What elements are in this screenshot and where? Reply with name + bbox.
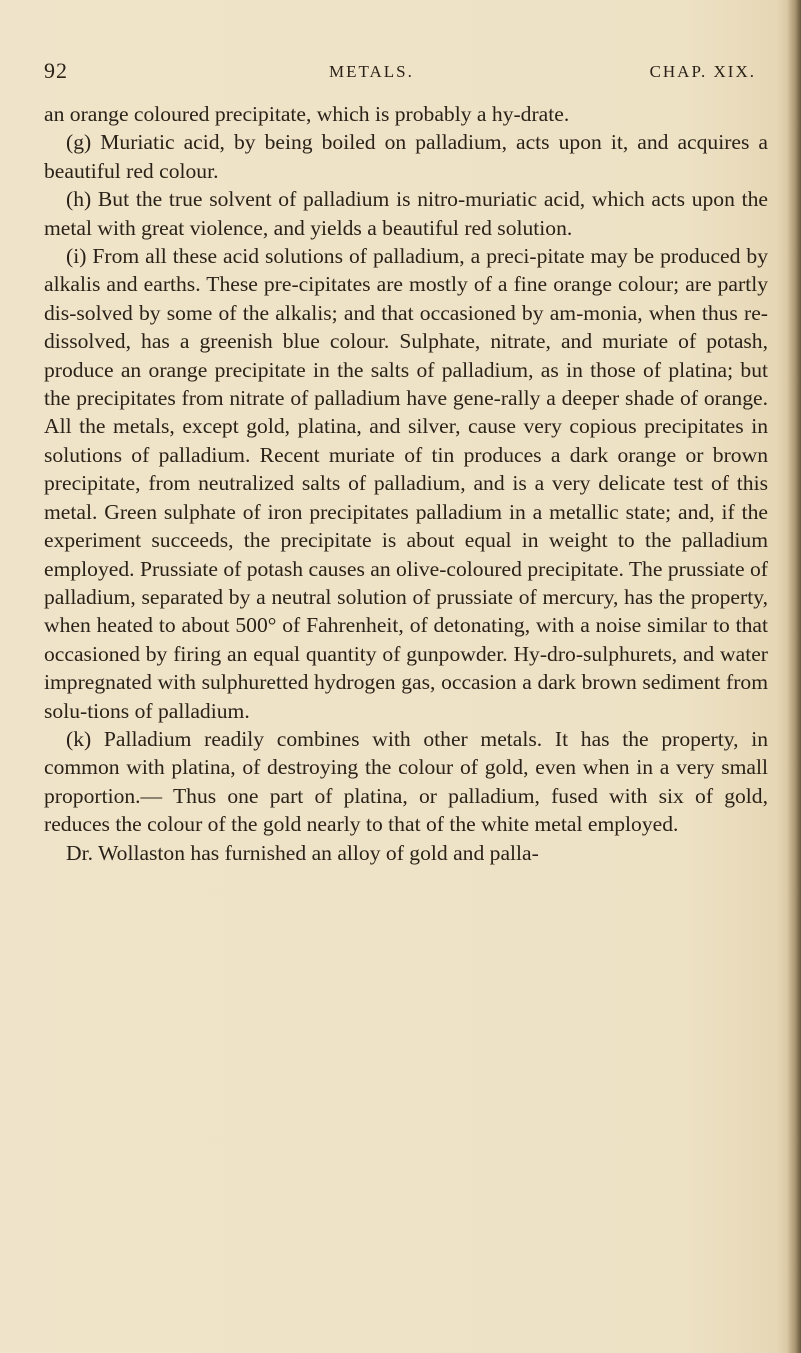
page-edge-shadow [787,0,801,1353]
page-header [44,58,764,88]
running-title: METALS. [329,62,414,81]
page-number: 92 [44,58,68,83]
paragraph-continuation: an orange coloured precipitate, which is probably a hy-drate. [44,102,570,126]
paragraph-g: (g) Muriatic acid, by being boiled on palladium, acts upon it, and acquires a beautiful red colour. [44,130,768,183]
chapter-reference: CHAP. XIX. [649,62,756,81]
paragraph-k: (k) Palladium readily combines with other metals. It has the property, in common with platina, of destroying the colour of gold, even when in a very small proportion.— Thus one part of platina, or palladium, fused with six of gold, reduces the colour of the gold nearly to that of the white metal employed. [44,726,768,837]
paragraph-h: (h) But the true solvent of palladium is nitro-muriatic acid, which acts upon the metal with great violence, and yields a beautiful red solution. [44,187,768,240]
paragraph-wollaston: Dr. Wollaston has furnished an alloy of gold and palla- [66,840,539,865]
body-text [44,100,768,867]
paragraph-i: (i) From all these acid solutions of palladium, a preci-pitate may be produced by alkalis and earths. These pre-cipitates are mostly of a fine orange colour; are partly dis-solved by some of the alkalis; and that occasioned by am-monia, when thus re-dissolved, has a greenish blue colour. Sulphate, nitrate, and muriate of potash, produce an orange precipitate in the salts of palladium, as in those of platina; but the precipitates from nitrate of palladium have gene-rally a deeper shade of orange. All the metals, except gold, platina, and silver, cause very copious precipitates in solutions of palladium. Recent muriate of tin produces a dark orange or brown precipitate, from neutralized salts of palladium, and is a very delicate test of this metal. Green sulphate of iron precipitates palladium in a metallic state; and, if the experiment succeeds, the precipitate is about equal in weight to the palladium employed. Prussiate of potash causes an olive-coloured precipitate. The prussiate of palladium, separated by a neutral solution of prussiate of mercury, has the property, when heated to about 500° of Fahrenheit, of detonating, with a noise similar to that occasioned by firing an equal quantity of gunpowder. Hy-dro-sulphurets, and water impregnated with sulphuretted hydrogen gas, occasion a dark brown sediment from solu-tions of palladium. [44,244,768,723]
